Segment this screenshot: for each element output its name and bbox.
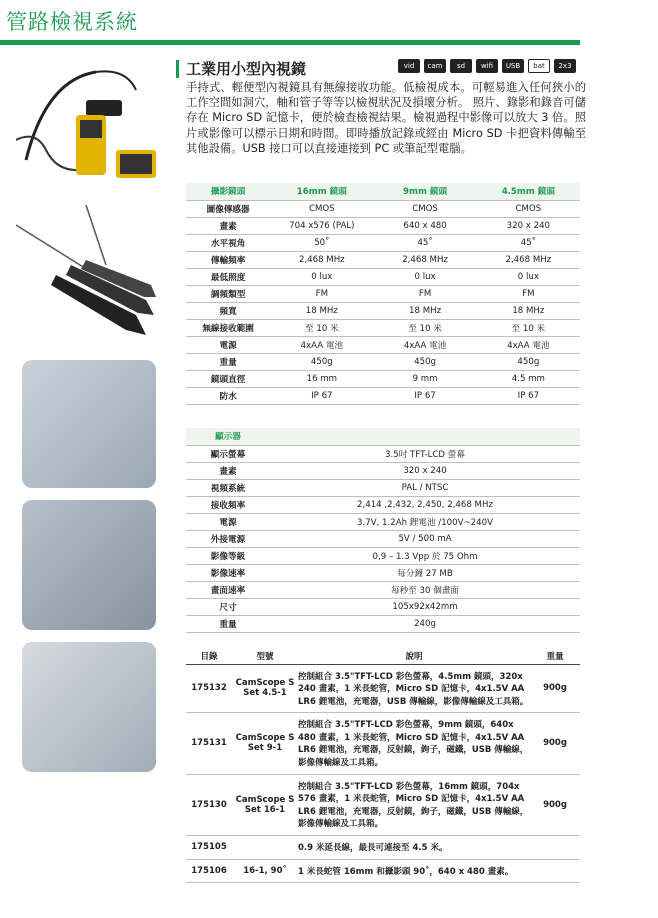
- spec-value: 至 10 米: [477, 319, 580, 336]
- display-spec-value: 2,414 ,2,432, 2,450, 2,468 MHz: [270, 496, 580, 513]
- spec-value: 2,468 MHz: [270, 251, 373, 268]
- header-divider: [0, 40, 580, 45]
- spec-row: [186, 251, 580, 268]
- display-spec-row: [186, 496, 580, 513]
- display-spec-value: PAL / NTSC: [270, 479, 580, 496]
- spec-value: 4xAA 電池: [477, 336, 580, 353]
- display-spec-value: 5V / 500 mA: [270, 530, 580, 547]
- battery-icon: bat: [528, 59, 550, 73]
- spec-value: 45˚: [477, 234, 580, 251]
- spec-value: 640 x 480: [373, 217, 476, 234]
- order-desc: 0.9 米延長線，最長可連接至 4.5 米。: [298, 836, 530, 860]
- photo-inspecting-pipe: [22, 500, 156, 630]
- display-spec-table: [186, 428, 580, 633]
- order-catalog: 175131: [186, 713, 232, 774]
- spec-value: 4xAA 電池: [270, 336, 373, 353]
- order-model: 16-1, 90˚: [232, 859, 298, 883]
- display-spec-value: 105x92x42mm: [270, 598, 580, 615]
- order-row: [186, 774, 580, 835]
- display-spec-value: 240g: [270, 615, 580, 632]
- spec-value: 450g: [373, 353, 476, 370]
- spec-value: 320 x 240: [477, 217, 580, 234]
- spec-label: 鏡頭直徑: [186, 370, 270, 387]
- display-spec-row: [186, 479, 580, 496]
- spec-header-lens: 16mm 鏡頭: [270, 183, 373, 200]
- spec-value: 16 mm: [270, 370, 373, 387]
- order-row: [186, 859, 580, 883]
- spec-label: 畫素: [186, 217, 270, 234]
- spec-label: 無線接收範圍: [186, 319, 270, 336]
- spec-row: [186, 319, 580, 336]
- feature-icons: [398, 59, 576, 73]
- spec-value: 至 10 米: [373, 319, 476, 336]
- spec-label: 重量: [186, 353, 270, 370]
- display-spec-label: 電源: [186, 513, 270, 530]
- spec-row: [186, 268, 580, 285]
- display-spec-value: 0,9 – 1.3 Vpp 於 75 Ohm: [270, 547, 580, 564]
- spec-row: [186, 302, 580, 319]
- display-spec-row: [186, 445, 580, 462]
- spec-label: 防水: [186, 387, 270, 404]
- order-desc: 控制組合 3.5"TFT-LCD 彩色螢幕，4.5mm 鏡頭，320x 240 畫素，1 米長蛇管，Micro SD 記憶卡，4x1.5V AA LR6 鋰電池，充電器，USB 傳輸線，影像傳輸線及工具箱。: [298, 664, 530, 713]
- video-icon: vid: [398, 59, 420, 73]
- spec-label: 圖像傳感器: [186, 200, 270, 217]
- usb-icon: USB: [502, 59, 524, 73]
- display-heading: 顯示器: [186, 428, 270, 445]
- order-desc: 控制組合 3.5"TFT-LCD 彩色螢幕，16mm 鏡頭，704x 576 畫素，1 米長蛇管，Micro SD 記憶卡，4x1.5V AA LR6 鋰電池，充電器，反射鏡，鉤子，磁鐵，USB 傳輸線，影像傳輸線及工具箱。: [298, 774, 530, 835]
- spec-header-lens: 4.5mm 鏡頭: [477, 183, 580, 200]
- display-spec-label: 重量: [186, 615, 270, 632]
- spec-value: 18 MHz: [477, 302, 580, 319]
- display-spec-value: 每秒至 30 個畫面: [270, 581, 580, 598]
- camera-icon: cam: [424, 59, 446, 73]
- spec-value: 0 lux: [373, 268, 476, 285]
- order-catalog: 175105: [186, 836, 232, 860]
- display-spec-label: 影像等級: [186, 547, 270, 564]
- col-weight: 重量: [530, 648, 580, 664]
- order-table: [186, 648, 580, 883]
- order-weight: [530, 859, 580, 883]
- order-row: [186, 664, 580, 713]
- spec-value: 4.5 mm: [477, 370, 580, 387]
- display-spec-label: 視頻系統: [186, 479, 270, 496]
- display-spec-row: [186, 564, 580, 581]
- title-accent: [176, 60, 179, 78]
- order-weight: 900g: [530, 664, 580, 713]
- spec-value: CMOS: [477, 200, 580, 217]
- spec-label: 電源: [186, 336, 270, 353]
- product-description: 手持式、輕便型內視鏡具有無線接收功能。低檢視成本。可輕易進入任何狹小的工作空間如洞穴，軸和管子等等以檢視狀況及損壞分析。 照片、錄影和錄音可儲存在 Micro SD 記憶卡，便於檢查檢視結果。檢視過程中影像可以放大 3 倍。照片或影像可以標示日期和時間。即時播放記錄或經由 Micro SD 卡把資料傳輸至其他設備。USB 接口可以直接連接到 PC 或筆記型電腦。: [186, 81, 586, 155]
- spec-value: 0 lux: [477, 268, 580, 285]
- page-header: [0, 0, 658, 46]
- camera-spec-table: [186, 183, 580, 405]
- order-desc: 1 米長蛇管 16mm 和攝影頭 90˚，640 x 480 畫素。: [298, 859, 530, 883]
- spec-row: [186, 336, 580, 353]
- spec-value: 450g: [270, 353, 373, 370]
- camera-spec-header-row: [186, 183, 580, 200]
- page-title: 管路檢視系統: [6, 10, 138, 34]
- product-title: 工業用小型內視鏡: [186, 60, 307, 78]
- spec-row: [186, 285, 580, 302]
- spec-label: 調頻類型: [186, 285, 270, 302]
- spec-value: 18 MHz: [270, 302, 373, 319]
- spec-value: 2,468 MHz: [373, 251, 476, 268]
- photo-inspecting-ceiling: [22, 642, 156, 772]
- spec-value: 45˚: [373, 234, 476, 251]
- display-spec-row: [186, 615, 580, 632]
- spec-row: [186, 234, 580, 251]
- spec-row: [186, 200, 580, 217]
- display-spec-row: [186, 462, 580, 479]
- zoom-icon: 2x3: [554, 59, 576, 73]
- order-weight: 900g: [530, 713, 580, 774]
- spec-label: 傳輸頻率: [186, 251, 270, 268]
- sd-card-icon: sd: [450, 59, 472, 73]
- display-spec-header-row: [186, 428, 580, 445]
- spec-value: IP 67: [477, 387, 580, 404]
- order-model: CamScope S Set 16-1: [232, 774, 298, 835]
- order-catalog: 175106: [186, 859, 232, 883]
- spec-row: [186, 370, 580, 387]
- display-spec-row: [186, 513, 580, 530]
- display-spec-row: [186, 530, 580, 547]
- photo-inspecting-floor: [22, 360, 156, 488]
- order-weight: [530, 836, 580, 860]
- order-row: [186, 836, 580, 860]
- order-catalog: 175132: [186, 664, 232, 713]
- display-spec-label: 接收頻率: [186, 496, 270, 513]
- spec-label: 水平視角: [186, 234, 270, 251]
- spec-value: 0 lux: [270, 268, 373, 285]
- order-desc: 控制組合 3.5"TFT-LCD 彩色螢幕，9mm 鏡頭，640x 480 畫素，1 米長蛇管，Micro SD 記憶卡，4x1.5V AA LR6 鋰電池，充電器，反射鏡，鉤子，磁鐵，USB 傳輸線，影像傳輸線及工具箱。: [298, 713, 530, 774]
- order-row: [186, 713, 580, 774]
- display-spec-label: 顯示螢幕: [186, 445, 270, 462]
- display-spec-label: 影像速率: [186, 564, 270, 581]
- display-spec-label: 外接電源: [186, 530, 270, 547]
- order-weight: 900g: [530, 774, 580, 835]
- display-spec-value: 每分鐘 27 MB: [270, 564, 580, 581]
- order-model: CamScope S Set 9-1: [232, 713, 298, 774]
- spec-value: FM: [373, 285, 476, 302]
- display-heading-fill: [270, 428, 580, 445]
- spec-value: 至 10 米: [270, 319, 373, 336]
- spec-header-label: 攝影鏡頭: [186, 183, 270, 200]
- spec-value: FM: [270, 285, 373, 302]
- display-spec-row: [186, 547, 580, 564]
- spec-value: 9 mm: [373, 370, 476, 387]
- spec-value: FM: [477, 285, 580, 302]
- col-catalog: 目錄: [186, 648, 232, 664]
- spec-value: CMOS: [373, 200, 476, 217]
- order-header-row: [186, 648, 580, 664]
- display-spec-value: 3.5吋 TFT-LCD 螢幕: [270, 445, 580, 462]
- spec-value: IP 67: [270, 387, 373, 404]
- spec-label: 頻寬: [186, 302, 270, 319]
- display-spec-label: 畫面速率: [186, 581, 270, 598]
- spec-row: [186, 387, 580, 404]
- spec-header-lens: 9mm 鏡頭: [373, 183, 476, 200]
- order-catalog: 175130: [186, 774, 232, 835]
- spec-label: 最低照度: [186, 268, 270, 285]
- display-spec-value: 3.7V, 1.2Ah 鋰電池 /100V~240V: [270, 513, 580, 530]
- spec-row: [186, 353, 580, 370]
- spec-value: 4xAA 電池: [373, 336, 476, 353]
- spec-value: IP 67: [373, 387, 476, 404]
- display-spec-value: 320 x 240: [270, 462, 580, 479]
- spec-value: 450g: [477, 353, 580, 370]
- order-model: CamScope S Set 4.5-1: [232, 664, 298, 713]
- display-spec-label: 畫素: [186, 462, 270, 479]
- col-model: 型號: [232, 648, 298, 664]
- photo-kit-set: [16, 60, 156, 190]
- display-spec-row: [186, 598, 580, 615]
- spec-row: [186, 217, 580, 234]
- spec-value: 2,468 MHz: [477, 251, 580, 268]
- spec-value: 704 x576 (PAL): [270, 217, 373, 234]
- col-description: 說明: [298, 648, 530, 664]
- spec-value: 50˚: [270, 234, 373, 251]
- wireless-icon: wifi: [476, 59, 498, 73]
- display-spec-row: [186, 581, 580, 598]
- spec-value: CMOS: [270, 200, 373, 217]
- display-spec-label: 尺寸: [186, 598, 270, 615]
- spec-value: 18 MHz: [373, 302, 476, 319]
- order-model: [232, 836, 298, 860]
